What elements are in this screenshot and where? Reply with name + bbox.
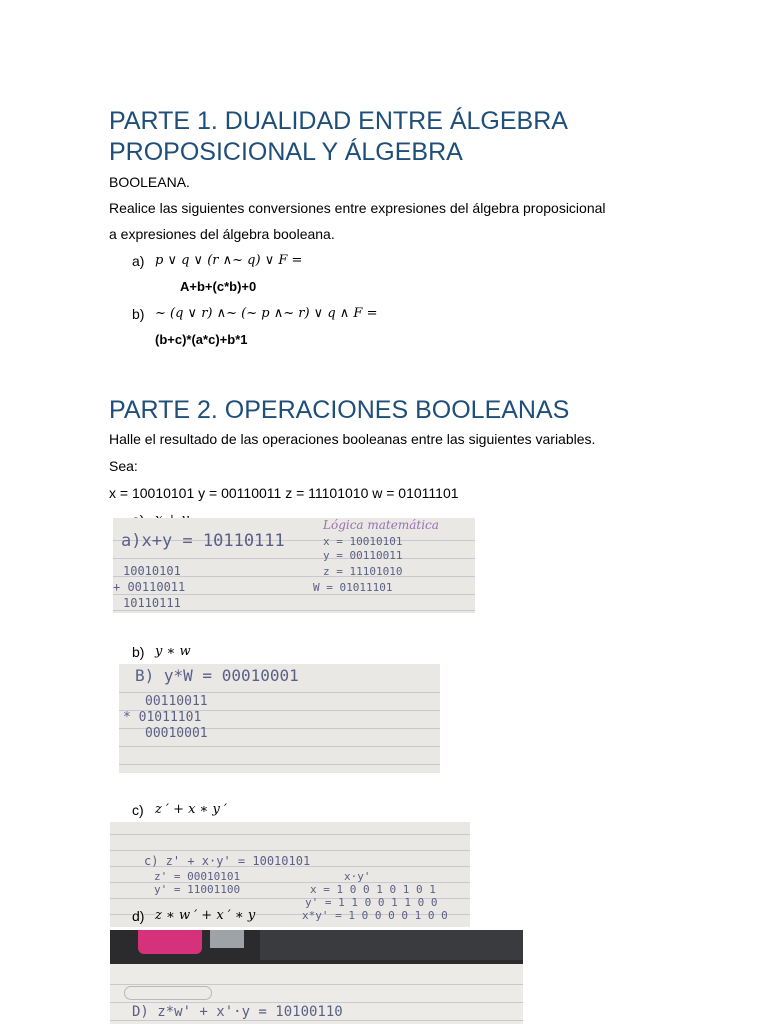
silver-object [210,930,244,948]
photo-a-var-w: W = 01011101 [313,581,393,594]
photo-c-xy-label: x·y' [344,870,371,883]
pink-eraser-object [138,930,202,954]
part1-instruction-line2: a expresiones del álgebra booleana. [109,226,335,242]
part2-item-b-expression: y ∗ w [155,644,191,659]
photo-a-corner-note: Lógica matemática [323,518,439,532]
part2-item-c-expression: z ′ + x ∗ y ′ [155,802,227,817]
photo-c-xy-row: x*y' = 1 0 0 0 0 1 0 0 [302,909,448,922]
photo-a-var-y: y = 00110011 [323,549,403,562]
part1-item-b-label: b) [132,306,145,322]
photo-a-row1: 10010101 [123,564,181,578]
part1-title-line1: PARTE 1. DUALIDAD ENTRE ÁLGEBRA [109,107,568,135]
photo-a-row2: + 00110011 [113,580,186,594]
part2-sea-label: Sea: [109,458,138,474]
binder-hole-outline [124,986,212,1000]
handwritten-photo-a [113,518,475,613]
part1-title-line2: PROPOSICIONAL Y ÁLGEBRA [109,138,463,166]
part2-title: PARTE 2. OPERACIONES BOOLEANAS [109,396,570,424]
handwritten-photo-d [110,930,523,1024]
photo-a-var-x: x = 10010101 [323,535,403,548]
part1-item-a-answer: A+b+(c*b)+0 [180,279,257,294]
part2-instruction: Halle el resultado de las operaciones booleanas entre las siguientes variables. [109,431,596,447]
photo-b-row3: 00010001 [145,726,208,741]
part2-item-c-label: c) [132,802,144,818]
part2-item-d-label: d) [132,908,145,924]
handwritten-photo-b [119,664,440,773]
photo-c-x-row: x = 1 0 0 1 0 1 0 1 [310,883,436,896]
photo-d-heading: D) z*w' + x'·y = 10100110 [132,1004,343,1020]
photo-c-heading: c) z' + x·y' = 10010101 [144,854,311,868]
photo-a-row3: 10110111 [123,596,181,610]
part1-instruction-line1: Realice las siguientes conversiones entre expresiones del álgebra proposicional [109,200,606,216]
photo-a-var-z: z = 11101010 [323,565,403,578]
part2-item-d-expression: z ∗ w ′ + x ′ ∗ y [155,908,256,923]
part2-variables: x = 10010101 y = 00110011 z = 11101010 w = 01011101 [109,485,459,501]
photo-a-heading: a)x+y = 10110111 [121,531,285,551]
part1-item-b-expression: ~ (q ∨ r) ∧~ (~ p ∧~ r) ∨ q ∧ F = [155,306,378,321]
photo-b-heading: B) y*W = 00010001 [135,666,299,685]
photo-c-y-prime: y' = 11001100 [154,883,241,896]
part2-item-b-label: b) [132,644,145,660]
part1-item-b-answer: (b+c)*(a*c)+b*1 [155,332,248,347]
photo-c-y-row: y' = 1 1 0 0 1 1 0 0 [305,896,438,909]
photo-c-z-prime: z' = 00010101 [154,870,241,883]
dark-object [260,930,523,960]
part1-item-a-expression: p ∨ q ∨ (r ∧~ q) ∨ F = [155,253,303,268]
notebook-paper [110,964,523,1024]
photo-b-row1: 00110011 [145,694,208,709]
part1-subtitle: BOOLEANA. [109,174,190,190]
part1-item-a-label: a) [132,253,145,269]
photo-b-row2: * 01011101 [123,710,202,725]
